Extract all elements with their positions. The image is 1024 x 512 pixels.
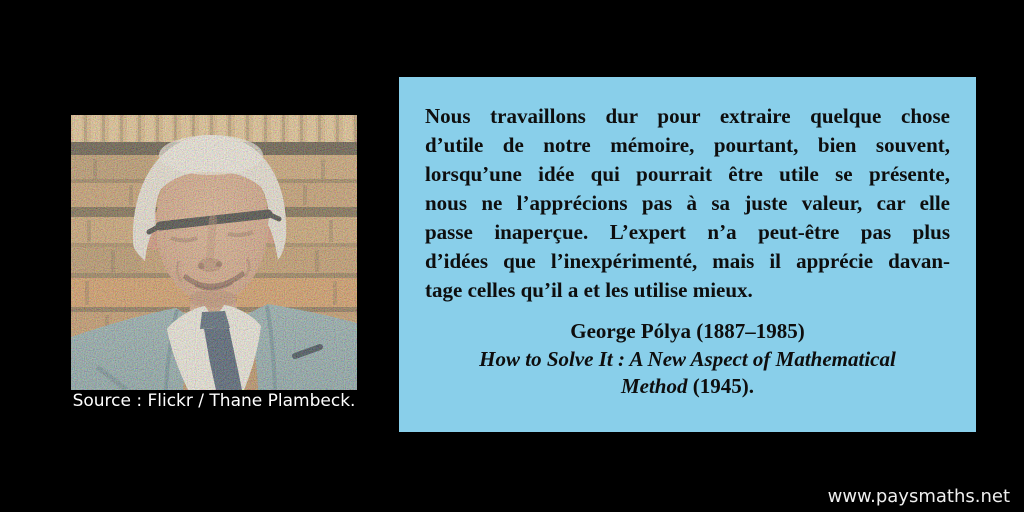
photo-grain bbox=[71, 115, 357, 390]
work-title-part1: How to Solve It : A New Aspect of Mathematical bbox=[479, 346, 896, 371]
work-year: (1945). bbox=[692, 374, 754, 398]
attribution-work-line1 bbox=[425, 346, 950, 374]
polya-photo bbox=[71, 115, 357, 390]
photo-caption: Source : Flickr / Thane Plambeck. bbox=[72, 391, 356, 411]
quote-line: nous ne l’apprécions pas à sa juste valeur, car elle bbox=[425, 191, 950, 215]
watermark-url: www.paysmaths.net bbox=[827, 486, 1010, 507]
quote-text bbox=[425, 102, 950, 305]
attribution-name: George Pólya (1887–1985) bbox=[570, 319, 805, 343]
quote-line: d’idées que l’inexpérimenté, mais il apprécie davan- bbox=[425, 249, 950, 273]
attribution-work-line2 bbox=[425, 373, 950, 401]
quote-line: passe inaperçue. L’expert n’a peut-être pas plus bbox=[425, 220, 950, 244]
quote-line: d’utile de notre mémoire, pourtant, bien souvent, bbox=[425, 133, 950, 157]
quote-line: tage celles qu’il a et les utilise mieux. bbox=[425, 278, 753, 302]
quote-box bbox=[399, 77, 976, 432]
attribution bbox=[425, 318, 950, 401]
quote-line: Nous travaillons dur pour extraire quelque chose bbox=[425, 104, 950, 128]
polya-portrait-illustration bbox=[71, 115, 357, 390]
quote-line: lorsqu’une idée qui pourrait être utile se présente, bbox=[425, 162, 950, 186]
work-title-part2: Method bbox=[620, 374, 688, 398]
